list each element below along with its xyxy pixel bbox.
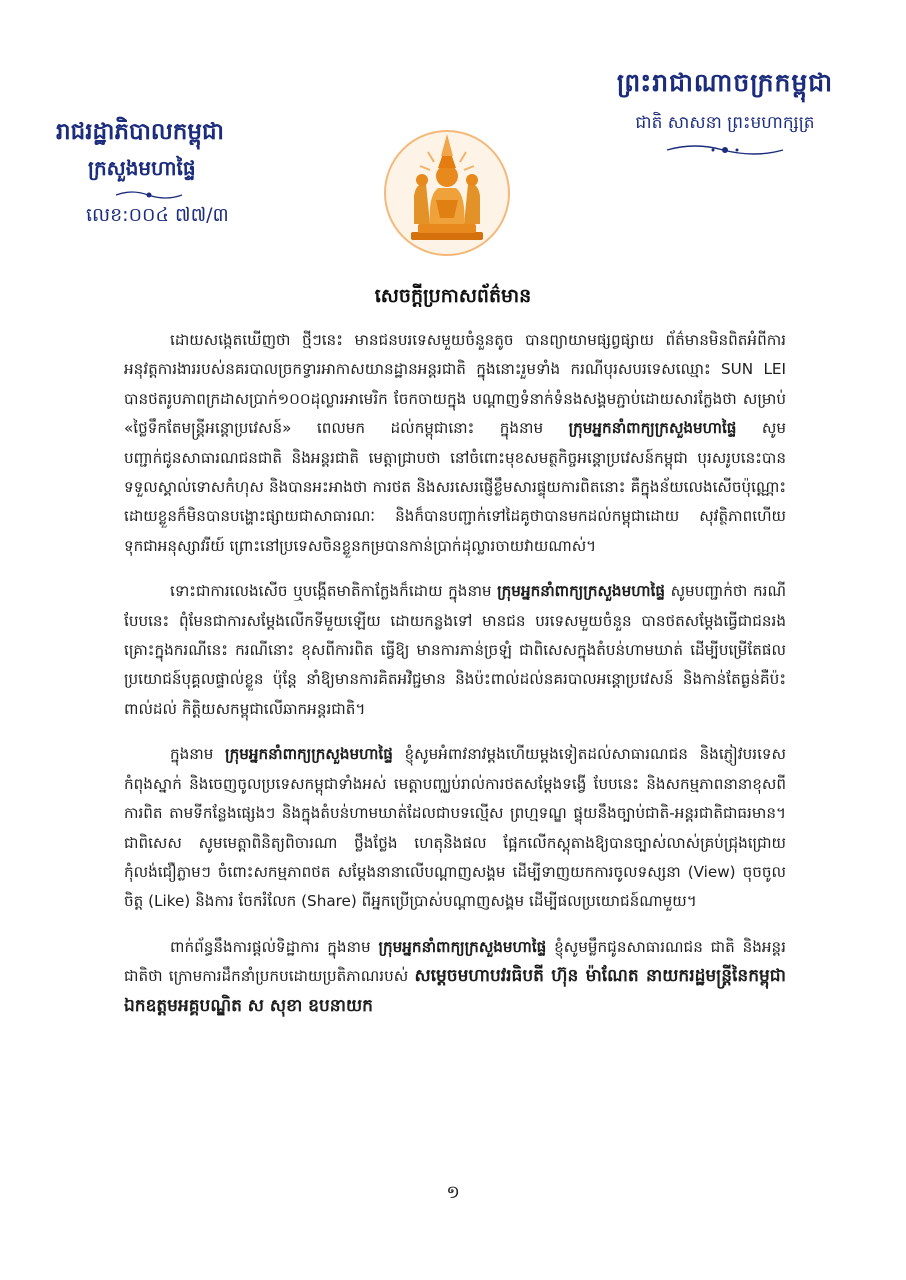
government-name: រាជរដ្ឋាភិបាលកម្ពុជា: [56, 118, 224, 145]
document-body: [124, 326, 786, 1037]
paragraph-text: ពាក់ព័ន្ធនឹងការផ្តល់ទិដ្ឋាការ ក្នុងនាម: [170, 937, 379, 956]
decorative-divider-icon: [114, 189, 184, 201]
header-left: [56, 118, 276, 231]
spokesperson-group-name: ក្រុមអ្នកនាំពាក្យក្រសួងមហាផ្ទៃ: [225, 745, 393, 764]
ministry-emblem-icon: [378, 126, 516, 260]
paragraph-text: ក្នុងនាម: [170, 745, 226, 764]
paragraph-text: សូមបញ្ជាក់ថា ករណីបែបនេះ ពុំមែនជាការសម្តែងលើកទីមួយឡើយ ដោយកន្លងទៅ មានជន បរទេសមួយចំនួន បានថតសម្តែងធ្វើជាជនរងគ្រោះក្នុងករណីនេះ ករណីនោះ ខុសពីការពិត ធ្វើឱ្យ មានការភាន់ច្រឡំ ជាពិសេសក្នុងតំបន់ហាមឃាត់ ដើម្បីបម្រើតែផលប្រយោជន៍បុគ្គលផ្ទាល់ខ្លួន ប៉ុន្តែ នាំឱ្យមានការគិតអវិជ្ជមាន និងប៉ះពាល់ដល់នគរបាលអន្តោប្រវេសន៍ និងកាន់តែធ្ងន់គឺប៉ះពាល់ដល់ កិត្តិយសកម្ពុជាលើឆាកអន្តរជាតិ។: [124, 582, 786, 718]
paragraph-1: [124, 326, 786, 561]
decorative-divider-icon: [665, 143, 785, 157]
header-right: [600, 68, 850, 157]
paragraph-3: [124, 740, 786, 916]
paragraph-4: [124, 933, 786, 1021]
official-names: សម្តេចមហាបវរធិបតី ហ៊ុន ម៉ាណែត នាយករដ្ឋមន្ត្រីនៃកម្ពុជា ឯកឧត្តមអគ្គបណ្ឌិត ស សុខា ឧបនាយក: [124, 966, 786, 1016]
paragraph-2: [124, 577, 786, 724]
national-motto: ជាតិ សាសនា ព្រះមហាក្សត្រ: [635, 113, 815, 133]
document-title: សេចក្តីប្រកាសព័ត៌មាន: [374, 285, 532, 307]
reference-number: លេខ:០០៤ ៧៧/៣: [86, 204, 229, 226]
paragraph-text: ដោយសង្កេតឃើញថា ថ្មីៗនេះ មានជនបរទេសមួយចំនួនតូច បានព្យាយាមផ្សព្វផ្សាយ ព័ត៌មានមិនពិតអំពីការអនុវត្តការងាររបស់នគរបាលច្រកទ្វារអាកាសយានដ្ឋានអន្តរជាតិ ក្នុងនោះរួមទាំង ករណីបុរសបរទេសឈ្មោះ SUN LEI បានថតរូបភាពក្រដាសប្រាក់១០០ដុល្លារអាមេរិក ចែកចាយក្នុង បណ្តាញទំនាក់ទំនងសង្គមភ្ជាប់ដោយសារក្លែងថា សម្រាប់ «ថ្លៃទឹកតែមន្ត្រីអន្តោប្រវេសន៍» ពេលមក ដល់កម្ពុជានោះ ក្នុងនាម: [124, 331, 786, 438]
paragraph-text: ខ្ញុំសូមម្លឹកជូនសាធារណជន ជាតិ និងអន្តរជាតិថា ក្រោមការដឹកនាំប្រកបដោយប្រតិភាណរបស់: [124, 937, 786, 986]
spokesperson-group-name: ក្រុមអ្នកនាំពាក្យក្រសួងមហាផ្ទៃ: [497, 582, 665, 601]
spokesperson-group-name: ក្រុមអ្នកនាំពាក្យក្រសួងមហាផ្ទៃ: [378, 937, 547, 956]
page-number: ១: [446, 1182, 460, 1203]
kingdom-title: ព្រះរាជាណាចក្រកម្ពុជា: [616, 68, 834, 97]
paragraph-text: ទោះជាការលេងសើច ឬបង្កើតមាតិកាក្លែងក៏ដោយ ក្នុងនាម: [170, 582, 498, 601]
paragraph-text: ខ្ញុំសូមអំពាវនាវម្តងហើយម្តងទៀតដល់សាធារណជន និងភ្ញៀវបរទេសកំពុងស្នាក់ និងចេញចូលប្រទេសកម្ពុជាទាំងអស់ មេត្តាបញ្ឈប់រាល់ការថតសម្តែងទង្វើ បែបនេះ និងសកម្មភាពនានាខុសពីការពិត តាមទីកន្លែងផ្សេងៗ និងក្នុងតំបន់ហាមឃាត់ដែលជាបទល្មើស ព្រហ្មទណ្ឌ ផ្ទុយនឹងច្បាប់ជាតិ-អន្តរជាតិជាធរមាន។ ជាពិសេស សូមមេត្តាពិនិត្យពិចារណា ថ្លឹងថ្លែង ហេតុនិងផល ផ្អែកលើកស្តុតាងឱ្យបានច្បាស់លាស់គ្រប់ជ្រុងជ្រោយ កុំលង់ជឿភ្លាមៗ ចំពោះសកម្មភាពថត សម្តែងនានាលើបណ្តាញសង្គម ដើម្បីទាញយកការចូលទស្សនា (View) ចុចចូលចិត្ត (Like) និងការ ចែករំលែក (Share) ពីអ្នកប្រើប្រាស់បណ្តាញសង្គម ដើម្បីផលប្រយោជន៍ណាមួយ។: [124, 745, 787, 911]
spokesperson-group-name: ក្រុមអ្នកនាំពាក្យក្រសួងមហាផ្ទៃ: [568, 419, 737, 438]
paragraph-text: សូមបញ្ជាក់ជូនសាធារណជនជាតិ និងអន្តរជាតិ មេត្តាជ្រាបថា នៅចំពោះមុខសមត្ថកិច្ចអន្តោប្រវេសន៍កម្ពុជា បុរសរូបនេះបានទទួលស្គាល់ទោសកំហុស និងបានអះអាងថា ការថត និងសរសេរផ្ញើខ្លឹមសារផ្ទុយការពិតនោះ គឺក្នុងន័យលេងសើចប៉ុណ្ណោះ ដោយខ្លួនក៏មិនបានបង្ហោះផ្សាយជាសាធារណៈ និងក៏បានបញ្ជាក់ទៅដៃគូថាបានមកដល់កម្ពុជាដោយ សុវត្ថិភាពហើយទុកជាអនុស្សាវរីយ៍ ព្រោះនៅប្រទេសចិនខ្លួនកម្របានកាន់ប្រាក់ដុល្លារចាយវាយណាស់។: [124, 419, 786, 555]
ministry-name: ក្រសួងមហាផ្ទៃ: [88, 156, 196, 180]
